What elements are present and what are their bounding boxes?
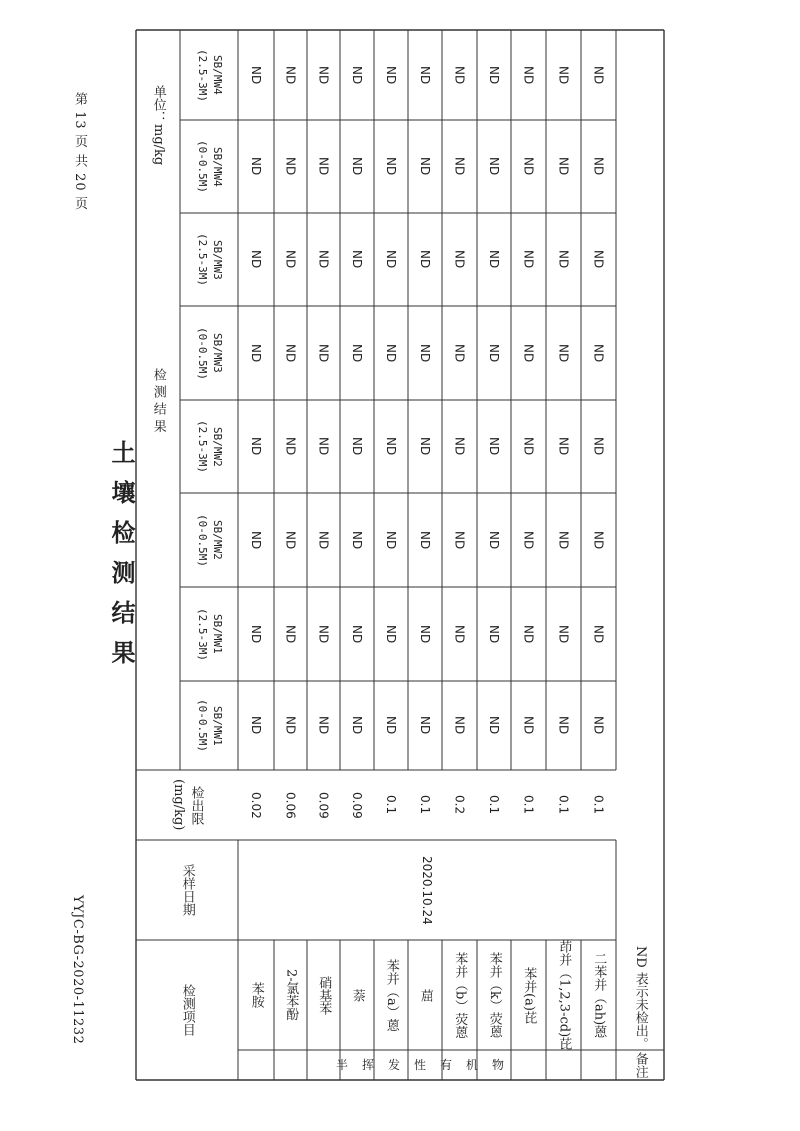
header-results-text: 检 测 结 果 [150,367,166,433]
row-result [408,400,442,493]
row-result-text: ND [591,65,606,85]
row-result-text: ND [418,250,433,269]
row-result [340,213,374,306]
row-result [374,587,408,681]
row-result [546,213,581,306]
row-result-text: ND [452,157,467,176]
sample-header-text: SB/MW4 (2.5-3M) [196,48,224,102]
row-limit [477,770,511,840]
row-limit-text: 0.2 [452,795,467,815]
row-result [340,120,374,213]
row-result-text: ND [316,437,331,456]
row-result [307,306,340,400]
sample-header-text: SB/MW2 (2.5-3M) [196,420,224,473]
row-result [511,587,546,681]
row-result [546,587,581,681]
row-result [408,213,442,306]
row-item-name [274,940,307,1050]
row-result [442,306,477,400]
row-item-name [477,940,511,1050]
row-item-name-text: 二苯并（ah)蒽 [591,951,607,1039]
row-result-text: ND [249,157,264,176]
row-result-text: ND [384,157,399,176]
sample-header-text: SB/MW1 (2.5-3M) [196,607,224,661]
sample-header [180,213,238,306]
row-result [374,681,408,770]
row-result-text: ND [487,716,502,735]
row-result-text: ND [384,437,399,456]
row-result [238,587,274,681]
row-item-name [307,940,340,1050]
row-item-name-text: 苯并（b）荧蒽 [452,951,468,1039]
row-result [546,400,581,493]
row-item-name [581,940,616,1050]
row-result-text: ND [556,343,571,363]
row-result-text: ND [350,157,365,176]
sample-header [180,493,238,587]
remarks-text [616,860,664,1050]
row-result-text: ND [487,65,502,85]
row-item-name-text: 茚并（1,2,3-cd)芘 [556,939,572,1051]
row-result-text: ND [283,65,298,85]
row-result-text: ND [350,250,365,269]
row-result-text: ND [249,624,264,644]
row-result-text: ND [249,437,264,456]
row-result [581,306,616,400]
row-result-text: ND [316,250,331,269]
row-result [408,30,442,120]
row-result [307,400,340,493]
row-result-text: ND [418,157,433,176]
row-result-text: ND [350,530,365,550]
row-result-text: ND [316,530,331,550]
row-result [340,493,374,587]
row-result-text: ND [452,624,467,644]
row-result [511,30,546,120]
row-item-name-text: 苯胺 [248,982,264,1008]
category-label [238,1050,616,1080]
row-item-name-text: 苯并(a)芘 [521,966,537,1024]
row-result [581,120,616,213]
row-result [238,306,274,400]
row-limit-text: 0.1 [418,795,433,815]
row-result-text: ND [249,343,264,363]
row-result-text: ND [418,624,433,644]
report-id: YYJC-BG-2020-11232 [70,895,85,1045]
row-result-text: ND [521,624,536,644]
row-result [477,493,511,587]
row-result-text: ND [249,65,264,85]
row-item-name [374,940,408,1050]
row-limit [511,770,546,840]
row-result-text: ND [487,624,502,644]
row-limit-text: 0.02 [249,791,264,819]
row-result-text: ND [384,530,399,550]
row-limit [581,770,616,840]
row-limit [274,770,307,840]
row-result [238,493,274,587]
header-date [136,840,238,940]
row-result-text: ND [418,437,433,456]
header-item-text: 检测项目 [179,984,195,1036]
row-result [307,30,340,120]
row-result [238,681,274,770]
remarks-text-text: ND 表示未检出。 [632,946,648,1050]
sampling-date-text: 2020.10.24 [420,855,435,925]
row-result-text: ND [316,65,331,85]
row-result [307,587,340,681]
row-result-text: ND [316,716,331,735]
row-result-text: ND [521,716,536,735]
row-result-text: ND [384,343,399,363]
row-result-text: ND [521,65,536,85]
row-result [274,587,307,681]
row-result-text: ND [591,437,606,456]
row-result-text: ND [350,716,365,735]
sample-header-text: SB/MW1 (0-0.5M) [196,699,224,752]
row-result [274,120,307,213]
row-result [511,213,546,306]
row-result [511,120,546,213]
row-result [374,120,408,213]
sample-header [180,306,238,400]
row-result [274,306,307,400]
row-result [442,493,477,587]
row-result [477,213,511,306]
row-item-name [546,940,581,1050]
row-limit [374,770,408,840]
sample-header [180,587,238,681]
row-limit-text: 0.1 [521,795,536,815]
row-limit [340,770,374,840]
row-result [307,493,340,587]
row-result [581,213,616,306]
unit-label [136,60,180,190]
row-result [477,587,511,681]
row-result-text: ND [556,65,571,85]
row-result-text: ND [283,157,298,176]
row-result-text: ND [249,530,264,550]
page-number: 第 13 页 共 20 页 [72,92,87,211]
row-result [511,306,546,400]
row-result-text: ND [350,65,365,85]
row-result [340,30,374,120]
row-result-text: ND [591,716,606,735]
row-result-text: ND [556,437,571,456]
row-result [477,400,511,493]
row-result-text: ND [283,343,298,363]
row-result [374,306,408,400]
row-result [340,681,374,770]
row-result-text: ND [487,343,502,363]
row-result [274,213,307,306]
sample-header-text: SB/MW4 (0-0.5M) [196,140,224,193]
row-result [477,681,511,770]
row-limit-text: 0.1 [487,795,502,815]
sample-header-text: SB/MW3 (2.5-3M) [196,233,224,286]
row-result [307,681,340,770]
row-result-text: ND [350,343,365,363]
row-result-text: ND [452,65,467,85]
row-result-text: ND [556,530,571,550]
remarks-label [616,1050,664,1080]
row-result [307,120,340,213]
row-result [442,213,477,306]
category-label-text: 半挥发性有机物 [335,1057,518,1072]
row-result-text: ND [384,716,399,735]
row-result [477,120,511,213]
row-result-text: ND [452,530,467,550]
row-result [408,306,442,400]
row-result [408,681,442,770]
row-result-text: ND [452,716,467,735]
header-results [136,330,180,470]
row-result [274,30,307,120]
row-result-text: ND [452,343,467,363]
row-result [238,213,274,306]
row-item-name-text: 硝基苯 [316,975,332,1015]
row-result-text: ND [283,530,298,550]
row-result [374,213,408,306]
row-item-name [442,940,477,1050]
sampling-date [238,840,616,940]
row-result-text: ND [418,530,433,550]
row-result [238,30,274,120]
row-result-text: ND [283,250,298,269]
row-limit-text: 0.09 [316,791,331,819]
row-limit [442,770,477,840]
row-result [442,587,477,681]
row-limit [238,770,274,840]
row-item-name [511,940,546,1050]
row-limit [546,770,581,840]
row-limit-text: 0.06 [283,791,298,819]
row-result [546,120,581,213]
row-result-text: ND [418,343,433,363]
row-result-text: ND [521,530,536,550]
row-result [340,400,374,493]
row-result [546,30,581,120]
unit-label-text: 单位：mg/kg [150,84,166,166]
row-result-text: ND [556,716,571,735]
row-result-text: ND [418,716,433,735]
row-item-name [340,940,374,1050]
row-result [274,681,307,770]
row-result [511,400,546,493]
row-result [408,120,442,213]
row-result [274,400,307,493]
row-item-name [238,940,274,1050]
row-result-text: ND [418,65,433,85]
row-result-text: ND [591,343,606,363]
row-result-text: ND [521,157,536,176]
row-result [442,400,477,493]
row-result [274,493,307,587]
sample-header [180,681,238,770]
row-item-name-text: 萘 [349,988,365,1002]
row-result [581,493,616,587]
row-result [581,30,616,120]
row-result-text: ND [521,250,536,269]
row-result [546,306,581,400]
sample-header [180,30,238,120]
row-result-text: ND [487,157,502,176]
row-result-text: ND [350,437,365,456]
row-result [442,681,477,770]
row-result-text: ND [591,250,606,269]
row-result [442,120,477,213]
row-result-text: ND [350,624,365,644]
row-result [340,306,374,400]
row-result-text: ND [316,157,331,176]
row-result-text: ND [384,65,399,85]
row-result-text: ND [591,530,606,550]
sample-header [180,400,238,493]
row-result [477,30,511,120]
row-item-name-text: 2-氯苯酚 [283,969,299,1021]
row-result [374,400,408,493]
header-limit [136,770,238,840]
row-result [374,30,408,120]
row-item-name-text: 䓛 [417,988,433,1002]
row-result-text: ND [556,157,571,176]
row-result-text: ND [249,250,264,269]
row-result [477,306,511,400]
page-title: 土壤检测结果 [107,440,135,680]
row-result [581,681,616,770]
row-result-text: ND [283,437,298,456]
header-date-text: 采样日期 [179,864,195,916]
row-result-text: ND [487,530,502,550]
row-limit [408,770,442,840]
row-limit [307,770,340,840]
row-result-text: ND [556,624,571,644]
row-result [581,587,616,681]
row-result-text: ND [521,437,536,456]
row-result [511,493,546,587]
row-result-text: ND [591,624,606,644]
row-result-text: ND [384,624,399,644]
sample-header-text: SB/MW2 (0-0.5M) [196,513,224,567]
row-result-text: ND [283,624,298,644]
row-result-text: ND [452,250,467,269]
row-result [511,681,546,770]
row-result-text: ND [283,716,298,735]
row-result-text: ND [452,437,467,456]
row-result [408,587,442,681]
row-result-text: ND [487,437,502,456]
row-result [546,493,581,587]
row-limit-text: 0.1 [384,795,399,815]
row-limit-text: 0.1 [556,795,571,815]
remarks-label-text: 备注 [632,1052,648,1078]
row-limit-text: 0.1 [591,795,606,815]
row-result-text: ND [249,716,264,735]
row-result [408,493,442,587]
row-result-text: ND [556,250,571,269]
sample-header [180,120,238,213]
row-result [546,681,581,770]
row-result [442,30,477,120]
row-result-text: ND [316,624,331,644]
row-result-text: ND [316,343,331,363]
row-result-text: ND [591,157,606,176]
row-result-text: ND [384,250,399,269]
header-limit-text: 检出限 (mg/kg) [171,779,204,831]
row-item-name-text: 苯并（k）荧蒽 [486,952,502,1038]
row-item-name-text: 苯并（a）蒽 [383,958,399,1032]
row-item-name [408,940,442,1050]
row-result [238,400,274,493]
row-result [581,400,616,493]
row-result-text: ND [521,343,536,363]
row-result [374,493,408,587]
row-result-text: ND [487,250,502,269]
row-limit-text: 0.09 [350,791,365,819]
sample-header-text: SB/MW3 (0-0.5M) [196,326,224,380]
row-result [307,213,340,306]
row-result [238,120,274,213]
header-item [136,940,238,1080]
row-result [340,587,374,681]
